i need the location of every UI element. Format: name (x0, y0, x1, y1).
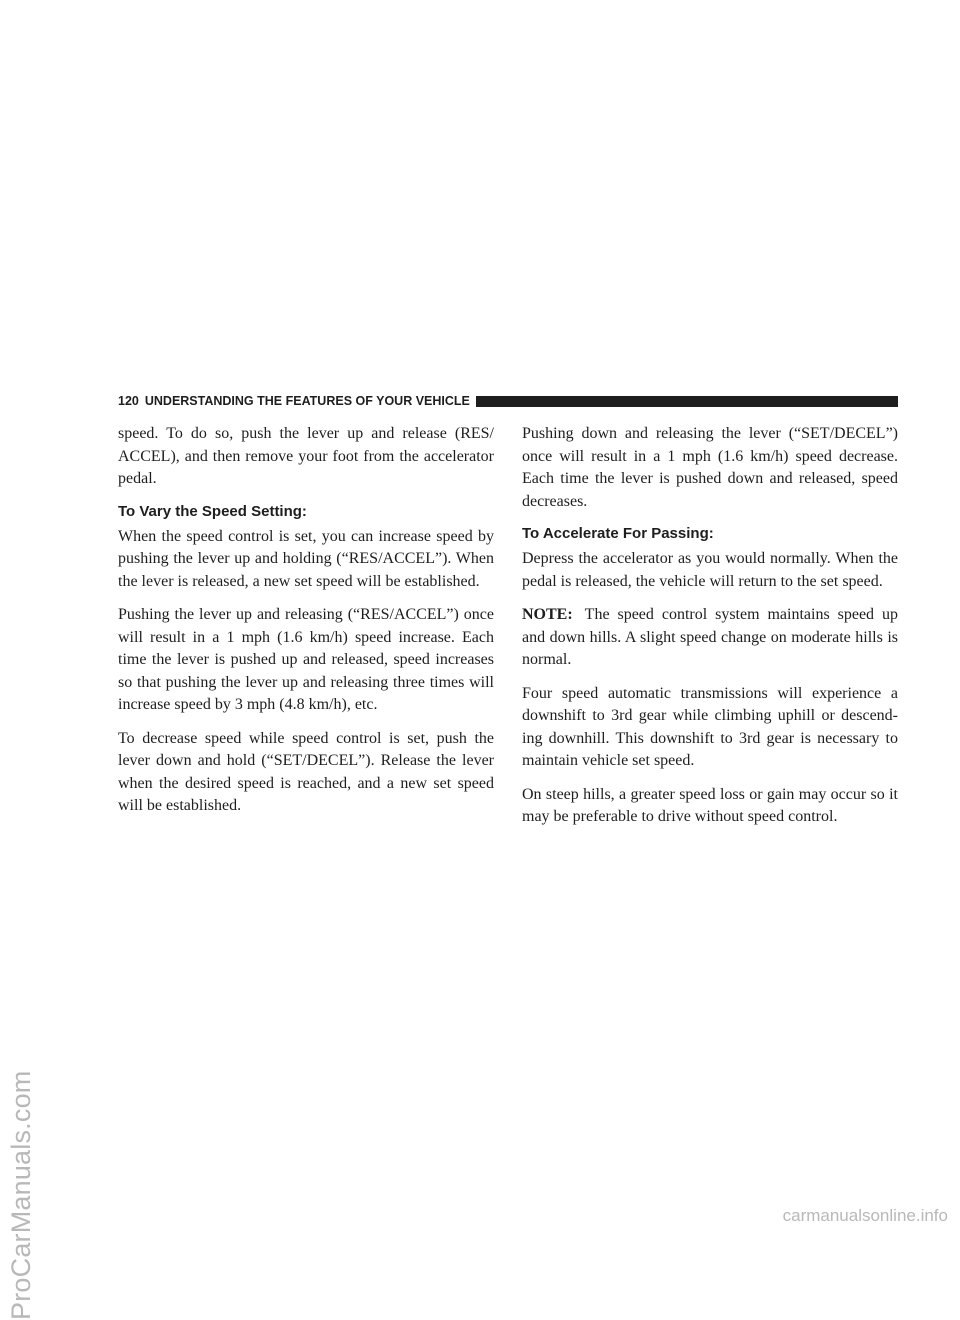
heading-accelerate-passing: To Accelerate For Passing: (522, 525, 898, 543)
section-title: UNDERSTANDING THE FEATURES OF YOUR VEHICLE (145, 394, 470, 408)
paragraph-continued: speed. To do so, push the lever up and release (RES/ ACCEL), and then remove your foot from the accelerator pedal. (118, 423, 494, 491)
footer-watermark: carmanualsonline.info (783, 1206, 948, 1226)
note-text: The speed control system maintains speed up and down hills. A slight speed change on moderate hills is normal. (522, 606, 898, 668)
note-paragraph (522, 604, 898, 672)
page-header (118, 390, 898, 412)
left-column (118, 423, 494, 829)
paragraph-increase-tap: Pushing the lever up and releasing (“RES/ACCEL”) once will result in a 1 mph (1.6 km/h) speed increase. Each time the lever is pushed up and released, speed increases so that pushing the lever up and releasing three times will increase speed by 3 mph (4.8 km/h), etc. (118, 604, 494, 717)
paragraph-steep-hills: On steep hills, a greater speed loss or gain may occur so it may be preferable to drive without speed control. (522, 784, 898, 829)
paragraph-passing: Depress the accelerator as you would normally. When the pedal is released, the vehicle will return to the set speed. (522, 548, 898, 593)
paragraph-downshift: Four speed automatic transmissions will experience a downshift to 3rd gear while climbing uphill or descend- ing downhill. This downshift to 3rd gear is necessary to maintain vehicle set speed. (522, 683, 898, 773)
right-column (522, 423, 898, 840)
page-number: 120 (118, 394, 139, 408)
note-label: NOTE: (522, 606, 573, 623)
paragraph-decrease-hold: To decrease speed while speed control is set, push the lever down and hold (“SET/DECEL”). Release the lever when the desired speed is reached, and a new set speed will be established. (118, 728, 494, 818)
header-rule (476, 396, 898, 407)
paragraph-decrease-tap: Pushing down and releasing the lever (“SET/DECEL”) once will result in a 1 mph (1.6 km/h) speed decrease. Each time the lever is pushed down and released, speed decreases. (522, 423, 898, 513)
heading-vary-speed: To Vary the Speed Setting: (118, 503, 494, 521)
side-watermark: ProCarManuals.com (6, 1071, 37, 1320)
paragraph-increase-hold: When the speed control is set, you can increase speed by pushing the lever up and holding (“RES/ACCEL”). When the lever is released, a new set speed will be established. (118, 526, 494, 594)
